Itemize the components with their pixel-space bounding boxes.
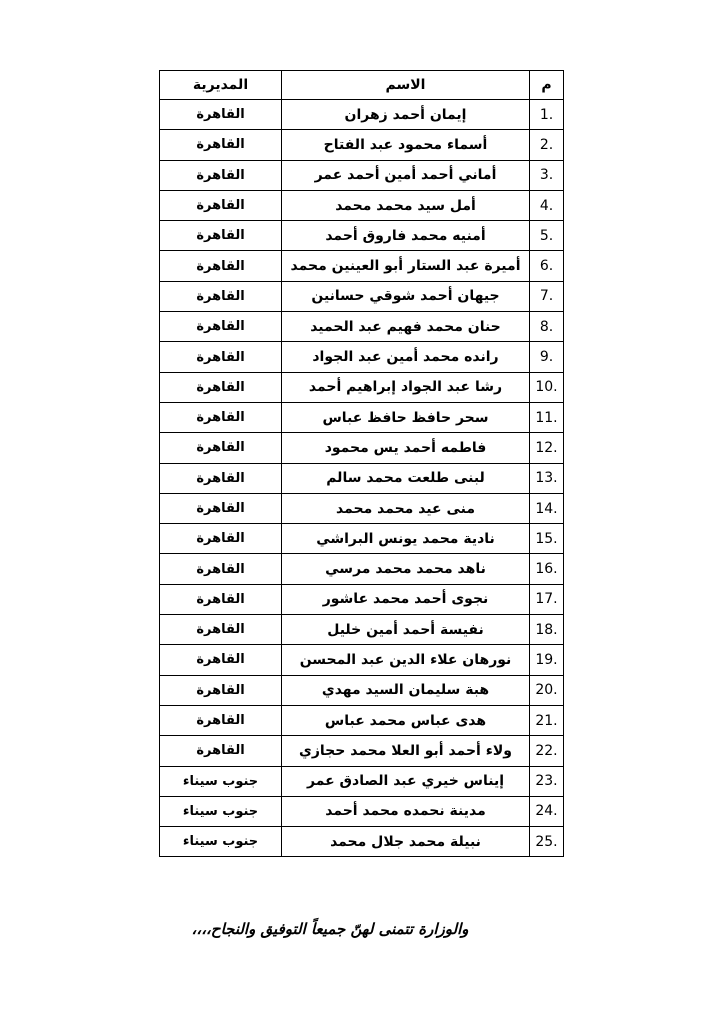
- row-name: لبنى طلعت محمد سالم: [282, 463, 530, 493]
- row-number: 22.: [530, 736, 564, 766]
- table-row: [160, 584, 564, 614]
- row-directorate: جنوب سيناء: [160, 796, 282, 826]
- row-number: 25.: [530, 827, 564, 857]
- table-row: [160, 221, 564, 251]
- table-row: [160, 675, 564, 705]
- table-row: [160, 766, 564, 796]
- header-number: م: [530, 71, 564, 100]
- row-number: 12.: [530, 433, 564, 463]
- row-directorate: القاهرة: [160, 402, 282, 432]
- row-directorate: القاهرة: [160, 493, 282, 523]
- row-directorate: القاهرة: [160, 554, 282, 584]
- row-directorate: القاهرة: [160, 130, 282, 160]
- row-number: 18.: [530, 615, 564, 645]
- row-directorate: القاهرة: [160, 584, 282, 614]
- row-name: رشا عبد الجواد إبراهيم أحمد: [282, 372, 530, 402]
- row-name: إيمان أحمد زهران: [282, 100, 530, 130]
- row-name: نورهان علاء الدين عبد المحسن: [282, 645, 530, 675]
- row-name: فاطمه أحمد يس محمود: [282, 433, 530, 463]
- row-number: 3.: [530, 160, 564, 190]
- row-number: 17.: [530, 584, 564, 614]
- row-directorate: القاهرة: [160, 463, 282, 493]
- table-row: [160, 402, 564, 432]
- row-directorate: القاهرة: [160, 705, 282, 735]
- row-directorate: القاهرة: [160, 221, 282, 251]
- row-number: 14.: [530, 493, 564, 523]
- table-row: [160, 130, 564, 160]
- row-name: منى عيد محمد محمد: [282, 493, 530, 523]
- row-directorate: جنوب سيناء: [160, 827, 282, 857]
- table-row: [160, 190, 564, 220]
- row-number: 9.: [530, 342, 564, 372]
- roster-body: [160, 100, 564, 857]
- row-number: 10.: [530, 372, 564, 402]
- row-name: إيناس خيري عبد الصادق عمر: [282, 766, 530, 796]
- table-row: [160, 433, 564, 463]
- row-directorate: القاهرة: [160, 372, 282, 402]
- table-row: [160, 372, 564, 402]
- table-row: [160, 736, 564, 766]
- row-directorate: القاهرة: [160, 160, 282, 190]
- row-number: 7.: [530, 281, 564, 311]
- row-number: 13.: [530, 463, 564, 493]
- table-row: [160, 645, 564, 675]
- row-directorate: جنوب سيناء: [160, 766, 282, 796]
- row-number: 2.: [530, 130, 564, 160]
- row-name: سحر حافظ حافظ عباس: [282, 402, 530, 432]
- table-row: [160, 342, 564, 372]
- table-row: [160, 796, 564, 826]
- header-name: الاسم: [282, 71, 530, 100]
- row-directorate: القاهرة: [160, 615, 282, 645]
- row-number: 23.: [530, 766, 564, 796]
- table-row: [160, 493, 564, 523]
- row-number: 21.: [530, 705, 564, 735]
- row-number: 11.: [530, 402, 564, 432]
- row-name: حنان محمد فهيم عبد الحميد: [282, 312, 530, 342]
- table-row: [160, 554, 564, 584]
- table-row: [160, 827, 564, 857]
- row-name: أسماء محمود عبد الفتاح: [282, 130, 530, 160]
- row-name: ناهد محمد محمد مرسي: [282, 554, 530, 584]
- row-name: أماني أحمد أمين أحمد عمر: [282, 160, 530, 190]
- row-number: 1.: [530, 100, 564, 130]
- row-name: رانده محمد أمين عبد الجواد: [282, 342, 530, 372]
- row-directorate: القاهرة: [160, 342, 282, 372]
- table-row: [160, 463, 564, 493]
- table-row: [160, 281, 564, 311]
- row-name: هبة سليمان السيد مهدي: [282, 675, 530, 705]
- row-directorate: القاهرة: [160, 281, 282, 311]
- table-header-row: [160, 71, 564, 100]
- row-number: 16.: [530, 554, 564, 584]
- row-directorate: القاهرة: [160, 100, 282, 130]
- row-name: نفيسة أحمد أمين خليل: [282, 615, 530, 645]
- row-directorate: القاهرة: [160, 524, 282, 554]
- table-row: [160, 705, 564, 735]
- roster-table: [159, 70, 564, 857]
- row-name: هدى عباس محمد عباس: [282, 705, 530, 735]
- row-number: 19.: [530, 645, 564, 675]
- table-row: [160, 100, 564, 130]
- row-directorate: القاهرة: [160, 645, 282, 675]
- row-name: نبيلة محمد جلال محمد: [282, 827, 530, 857]
- row-number: 8.: [530, 312, 564, 342]
- row-name: نادية محمد يونس البراشي: [282, 524, 530, 554]
- row-directorate: القاهرة: [160, 312, 282, 342]
- table-row: [160, 251, 564, 281]
- row-number: 20.: [530, 675, 564, 705]
- table-row: [160, 524, 564, 554]
- roster-sheet: [159, 70, 563, 857]
- row-name: أميرة عبد الستار أبو العينين محمد: [282, 251, 530, 281]
- row-name: أمنيه محمد فاروق أحمد: [282, 221, 530, 251]
- row-number: 24.: [530, 796, 564, 826]
- row-directorate: القاهرة: [160, 433, 282, 463]
- row-number: 6.: [530, 251, 564, 281]
- row-number: 5.: [530, 221, 564, 251]
- row-number: 15.: [530, 524, 564, 554]
- table-row: [160, 615, 564, 645]
- row-directorate: القاهرة: [160, 675, 282, 705]
- row-name: مدينة نحمده محمد أحمد: [282, 796, 530, 826]
- header-directorate: المديرية: [160, 71, 282, 100]
- row-name: جيهان أحمد شوقي حسانين: [282, 281, 530, 311]
- row-directorate: القاهرة: [160, 190, 282, 220]
- row-name: نجوى أحمد محمد عاشور: [282, 584, 530, 614]
- row-number: 4.: [530, 190, 564, 220]
- closing-message: والوزارة تتمنى لهنّ جميعاً التوفيق والنجاح،،،،: [191, 920, 469, 938]
- table-row: [160, 160, 564, 190]
- table-row: [160, 312, 564, 342]
- row-directorate: القاهرة: [160, 251, 282, 281]
- row-directorate: القاهرة: [160, 736, 282, 766]
- row-name: أمل سيد محمد محمد: [282, 190, 530, 220]
- row-name: ولاء أحمد أبو العلا محمد حجازي: [282, 736, 530, 766]
